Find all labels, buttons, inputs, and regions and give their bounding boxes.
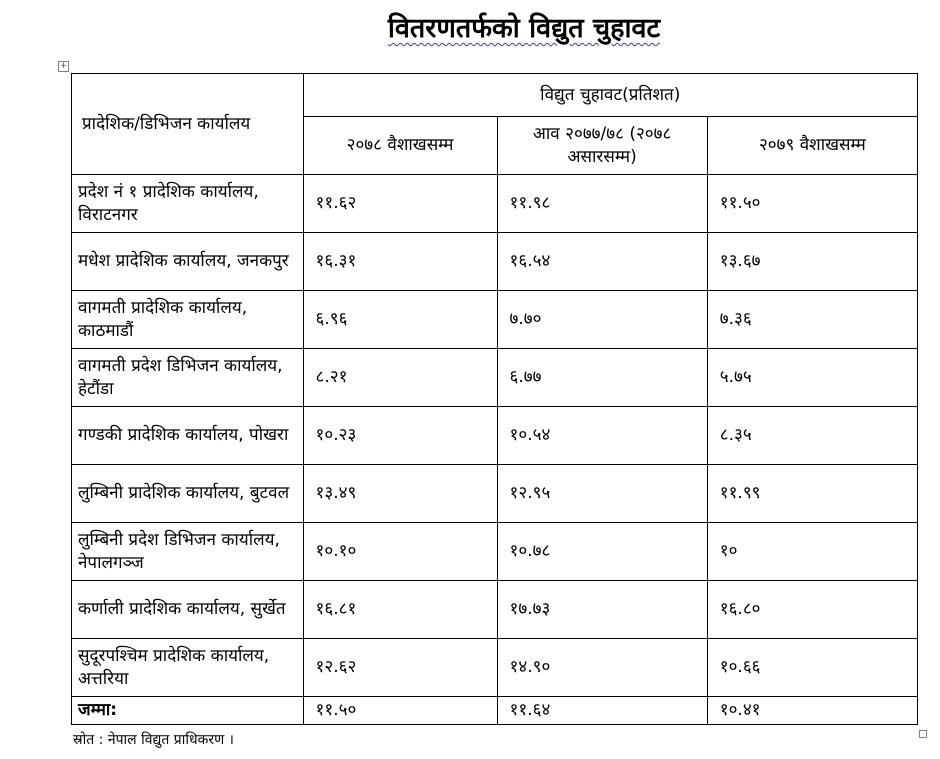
value-cell: १२.९५ [497,465,707,523]
total-value-cell: १०.४१ [707,697,917,725]
office-cell: वागमती प्रदेश डिभिजन कार्यालय, हेटौंडा [72,349,304,407]
value-cell: ६.७७ [497,349,707,407]
value-cell: १०.२३ [303,407,497,465]
office-cell: सुदूरपश्चिम प्रादेशिक कार्यालय, अत्तरिया [72,639,304,697]
electricity-leakage-table [71,73,918,725]
value-cell: १३.६७ [707,233,917,291]
column-header: २०७९ वैशाखसम्म [707,117,917,175]
table-row [72,291,918,349]
value-cell: ६.९६ [303,291,497,349]
office-column-header: प्रादेशिक/डिभिजन कार्यालय [72,74,304,175]
table-row [72,523,918,581]
value-cell: ७.७० [497,291,707,349]
total-label: जम्मा: [72,697,304,725]
table-row [72,407,918,465]
value-cell: ७.३६ [707,291,917,349]
value-cell: ८.२१ [303,349,497,407]
office-cell: मधेश प्रादेशिक कार्यालय, जनकपुर [72,233,304,291]
value-cell: १६.८० [707,581,917,639]
total-value-cell: ११.६४ [497,697,707,725]
office-cell: कर्णाली प्रादेशिक कार्यालय, सुर्खेत [72,581,304,639]
value-cell: ११.९९ [707,465,917,523]
value-cell: १३.४९ [303,465,497,523]
value-cell: १०.१० [303,523,497,581]
office-cell: गण्डकी प्रादेशिक कार्यालय, पोखरा [72,407,304,465]
column-header: आव २०७७/७८ (२०७८ असारसम्म) [497,117,707,175]
total-row [72,697,918,725]
office-cell: प्रदेश नं १ प्रादेशिक कार्यालय, विराटनगर [72,175,304,233]
value-cell: १०.७८ [497,523,707,581]
leakage-group-header: विद्युत चुहावट(प्रतिशत) [303,74,917,117]
table-row [72,581,918,639]
value-cell: १६.३१ [303,233,497,291]
office-cell: वागमती प्रादेशिक कार्यालय, काठमाडौं [72,291,304,349]
source-note: स्रोत : नेपाल विद्युत प्राधिकरण । [73,732,234,748]
value-cell: ८.३५ [707,407,917,465]
table-row [72,233,918,291]
value-cell: १० [707,523,917,581]
value-cell: ११.६२ [303,175,497,233]
column-header: २०७८ वैशाखसम्म [303,117,497,175]
total-value-cell: ११.५० [303,697,497,725]
value-cell: १६.८१ [303,581,497,639]
value-cell: ११.५० [707,175,917,233]
table-row [72,175,918,233]
value-cell: १०.६६ [707,639,917,697]
table-move-handle-icon[interactable]: + [59,61,68,71]
value-cell: १०.५४ [497,407,707,465]
table-row [72,349,918,407]
table-resize-handle-icon[interactable] [919,730,927,738]
value-cell: ५.७५ [707,349,917,407]
table-row [72,639,918,697]
table-row [72,465,918,523]
office-cell: लुम्बिनी प्रादेशिक कार्यालय, बुटवल [72,465,304,523]
value-cell: १७.७३ [497,581,707,639]
value-cell: १२.६२ [303,639,497,697]
value-cell: ११.९८ [497,175,707,233]
value-cell: १४.९० [497,639,707,697]
office-cell: लुम्बिनी प्रदेश डिभिजन कार्यालय, नेपालगञ्ज [72,523,304,581]
value-cell: १६.५४ [497,233,707,291]
title-text: वितरणतर्फको विद्युत चुहावट [387,13,661,44]
page-title [0,8,940,45]
